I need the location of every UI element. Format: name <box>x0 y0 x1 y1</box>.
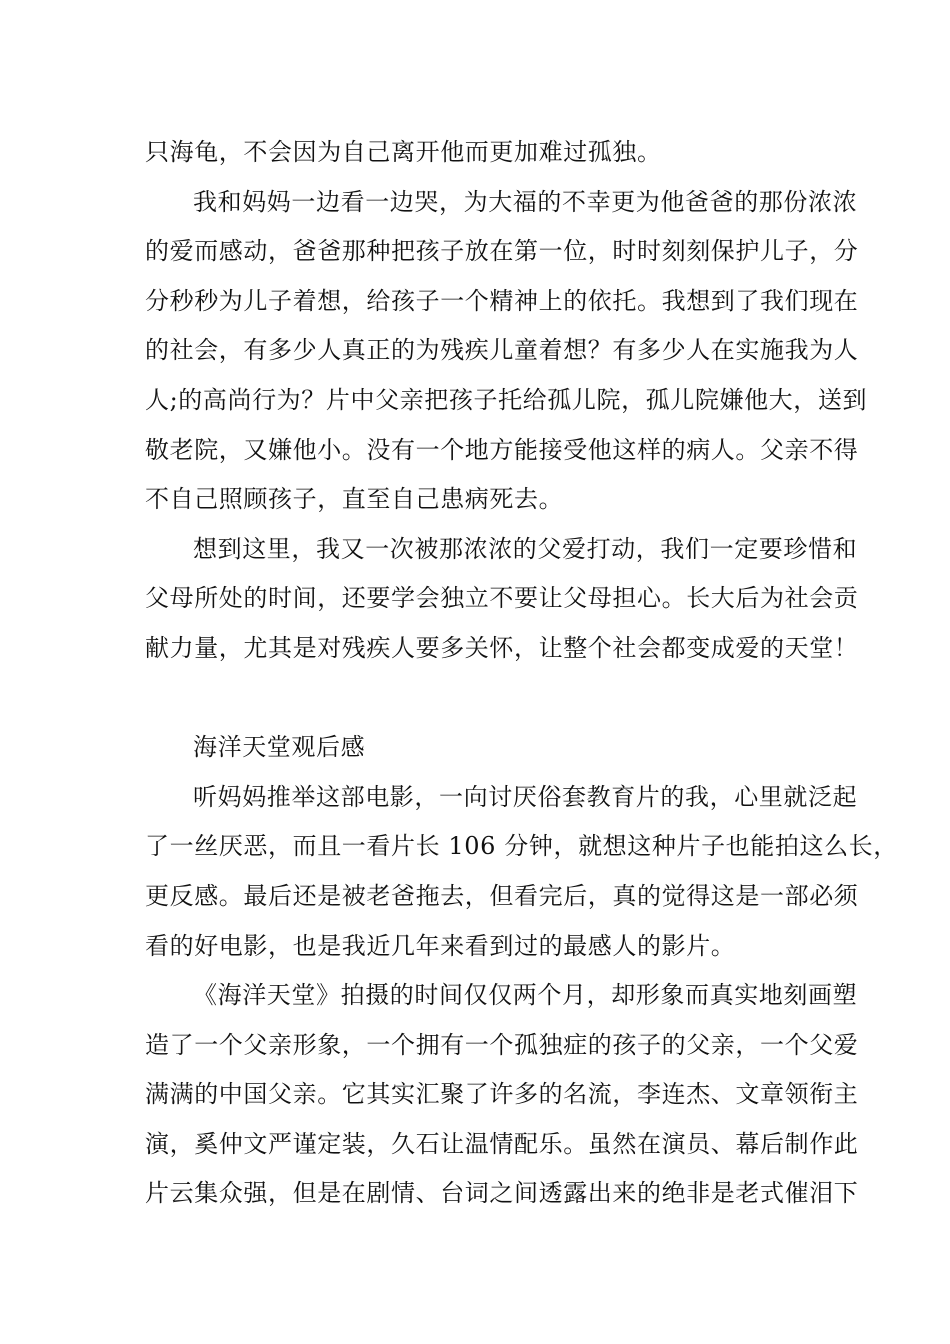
document-body <box>145 128 898 1219</box>
text-line: 敬老院，又嫌他小。没有一个地方能接受他这样的病人。父亲不得 <box>145 435 859 464</box>
text-line: 了一丝厌恶，而且一看片长 106 分钟，就想这种片子也能拍这么长， <box>145 832 898 861</box>
text-line: 的社会，有多少人真正的为残疾儿童着想？有多少人在实施我为人 <box>145 336 859 365</box>
section-gap <box>145 674 810 724</box>
paragraph-start-line: 听妈妈推举这部电影，一向讨厌俗套教育片的我，心里就泛起 <box>193 782 858 811</box>
text-line: 满满的中国父亲。它其实汇聚了许多的名流，李连杰、文章领衔主 <box>145 1080 859 1109</box>
paragraph-start-line: 《海洋天堂》拍摄的时间仅仅两个月，却形象而真实地刻画塑 <box>193 981 858 1010</box>
text-line: 看的好电影，也是我近几年来看到过的最感人的影片。 <box>145 931 736 960</box>
paragraph-start-line: 我和妈妈一边看一边哭，为大福的不幸更为他爸爸的那份浓浓 <box>193 187 858 216</box>
text-line: 更反感。最后还是被老爸拖去，但看完后，真的觉得这是一部必须 <box>145 881 859 910</box>
text-line: 片云集众强，但是在剧情、台词之间透露出来的绝非是老式催泪下 <box>145 1179 859 1208</box>
text-line: 演，奚仲文严谨定装，久石让温情配乐。虽然在演员、幕后制作此 <box>145 1129 859 1158</box>
text-line: 只海龟，不会因为自己离开他而更加难过孤独。 <box>145 138 662 166</box>
text-line: 父母所处的时间，还要学会独立不要让父母担心。长大后为社会贡 <box>145 584 859 613</box>
section-title: 海洋天堂观后感 <box>193 733 366 762</box>
text-line: 分秒秒为儿子着想，给孩子一个精神上的依托。我想到了我们现在 <box>145 286 859 315</box>
text-line: 不自己照顾孩子，直至自己患病死去。 <box>145 485 564 514</box>
text-line: 献力量，尤其是对残疾人要多关怀，让整个社会都变成爱的天堂！ <box>145 633 859 662</box>
text-line: 造了一个父亲形象，一个拥有一个孤独症的孩子的父亲，一个父爱 <box>145 1030 859 1059</box>
text-line: 的爱而感动，爸爸那种把孩子放在第一位，时时刻刻保护儿子，分 <box>145 237 859 266</box>
text-line: 人;的高尚行为？片中父亲把孩子托给孤儿院，孤儿院嫌他大，送到 <box>145 385 868 414</box>
paragraph-start-line: 想到这里，我又一次被那浓浓的父爱打动，我们一定要珍惜和 <box>193 534 858 563</box>
